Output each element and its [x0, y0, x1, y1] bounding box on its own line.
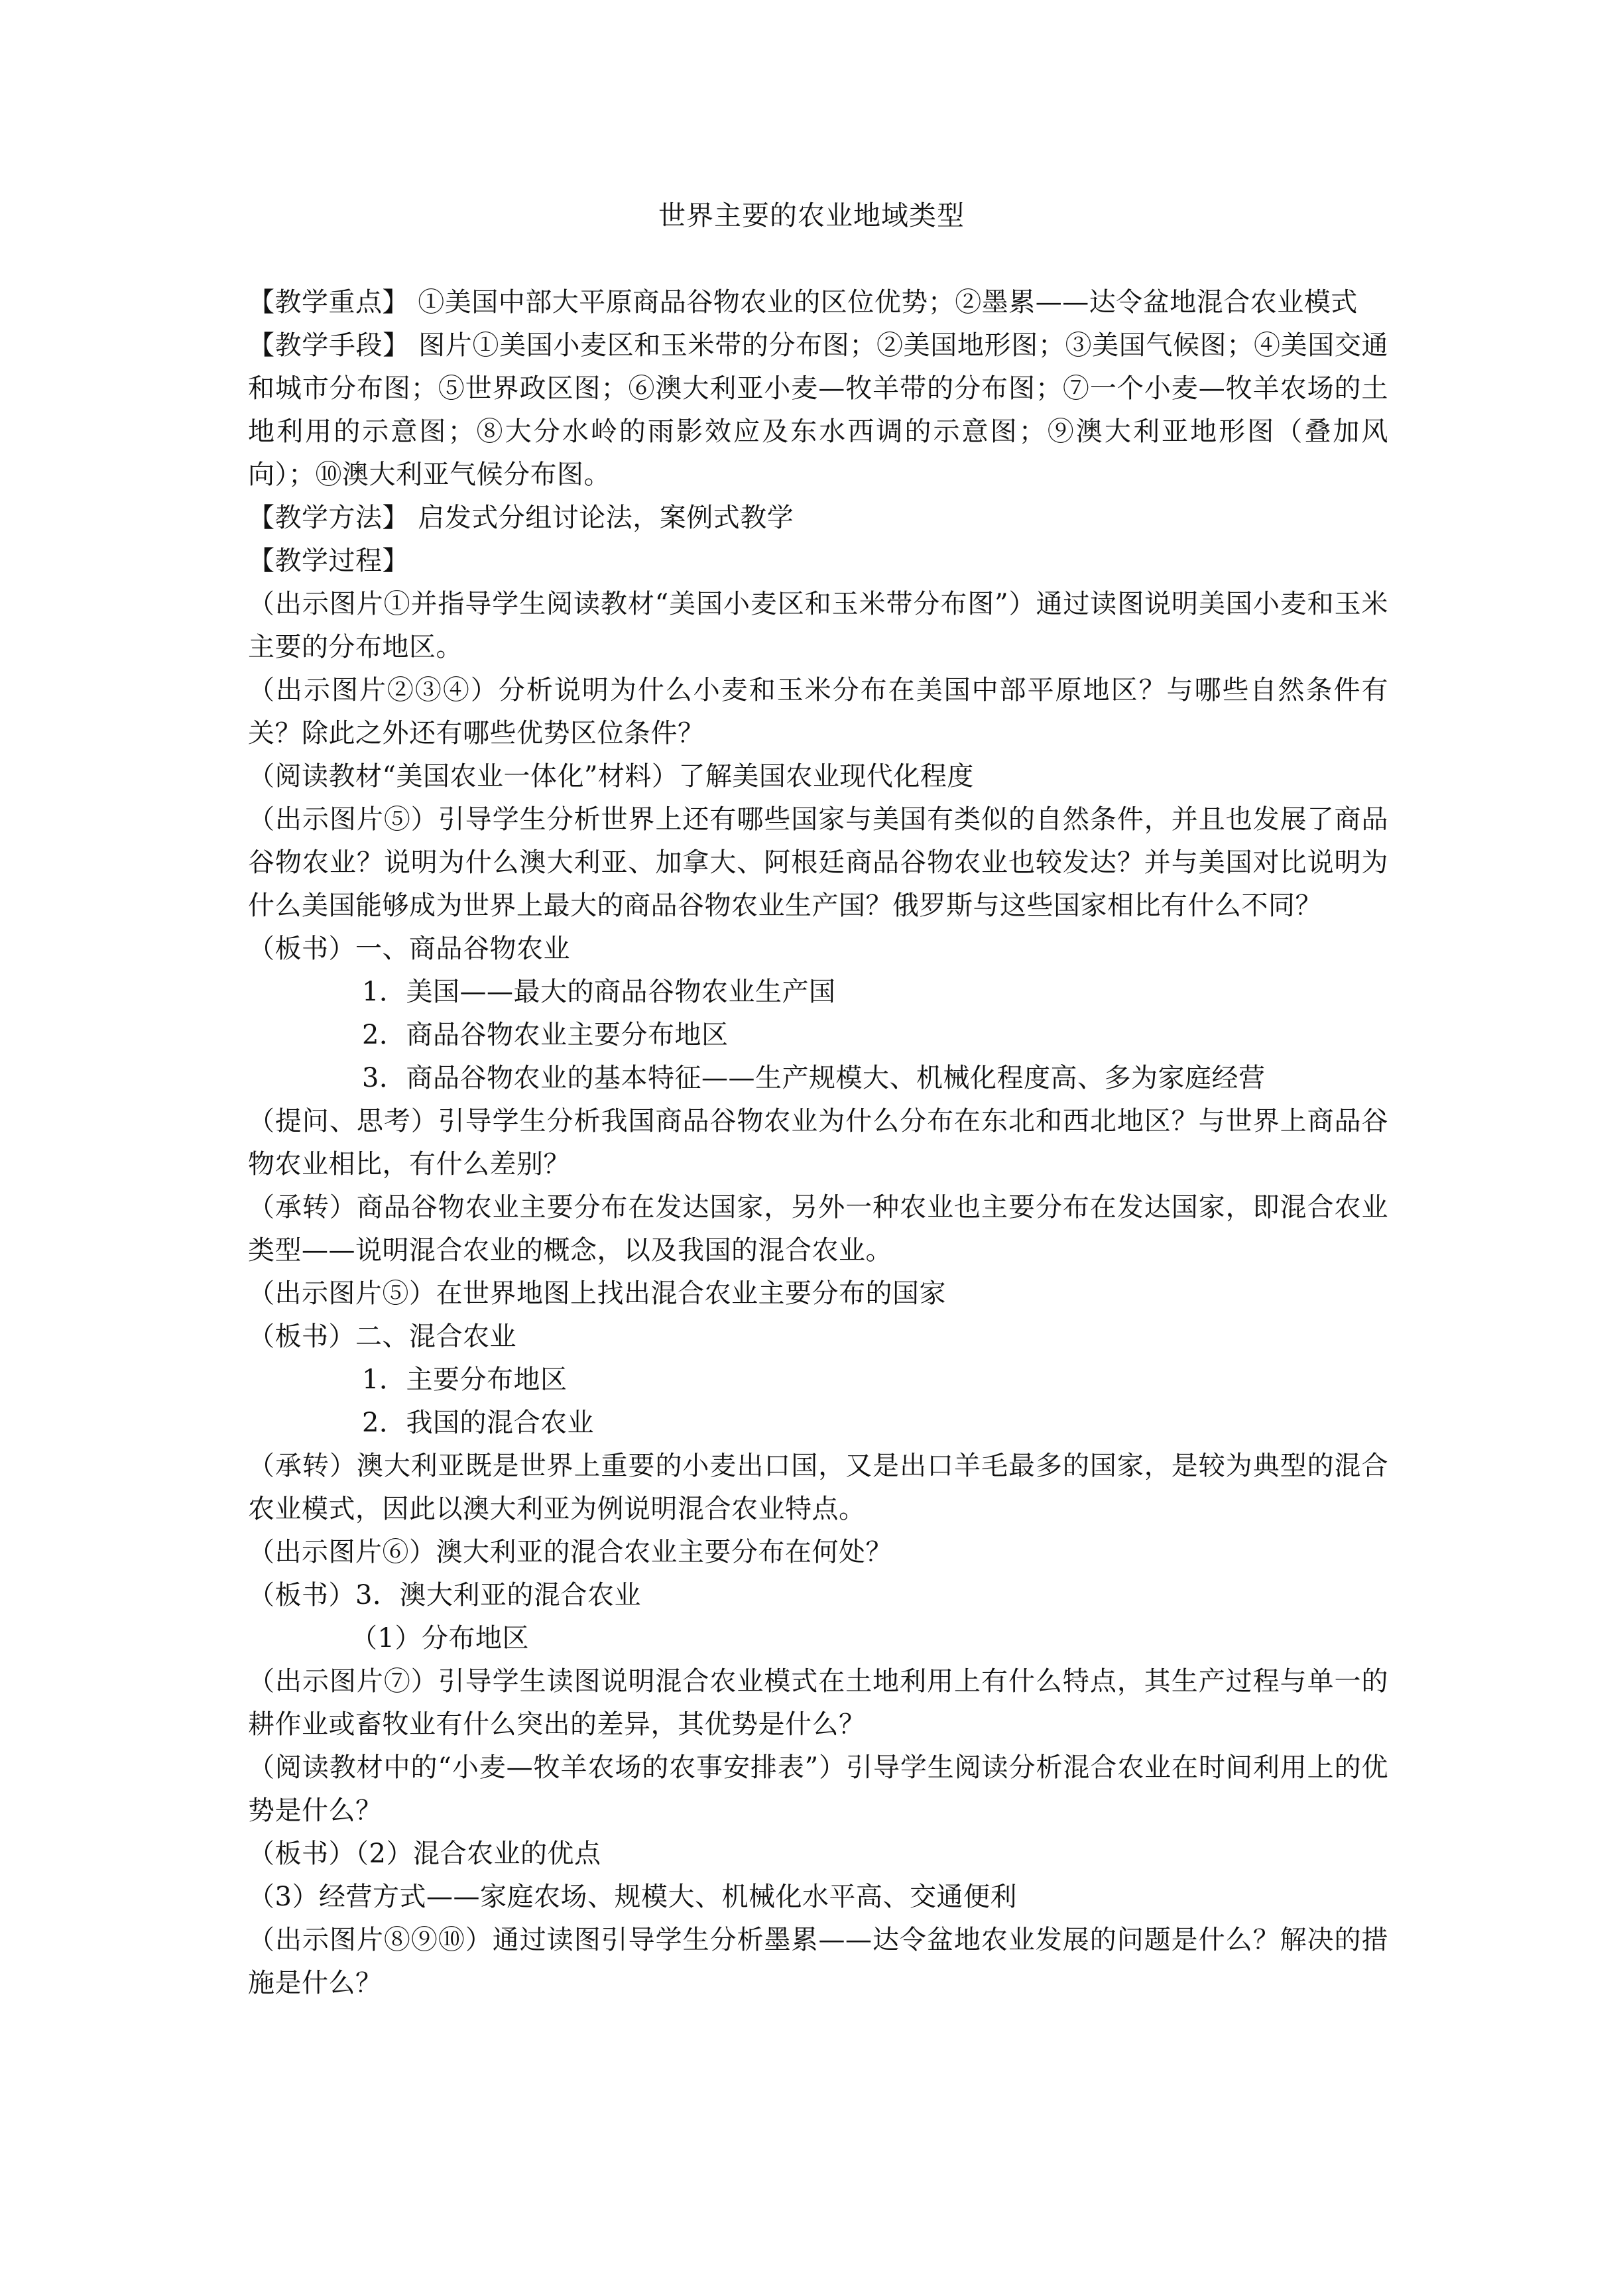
paragraph: （承转）商品谷物农业主要分布在发达国家，另外一种农业也主要分布在发达国家，即混合农业类型——说明混合农业的概念，以及我国的混合农业。	[248, 1192, 1388, 1266]
paragraph: （承转）澳大利亚既是世界上重要的小麦出口国，又是出口羊毛最多的国家，是较为典型的混合农业模式，因此以澳大利亚为例说明混合农业特点。	[248, 1451, 1388, 1524]
section-teaching-focus: 【教学重点】 ①美国中部大平原商品谷物农业的区位优势；②墨累——达令盆地混合农业模式	[248, 287, 1358, 318]
paragraph: （出示图片⑤）引导学生分析世界上还有哪些国家与美国有类似的自然条件，并且也发展了商品谷物农业？说明为什么澳大利亚、加拿大、阿根廷商品谷物农业也较发达？并与美国对比说明为什么美国能够成为世界上最大的商品谷物农业生产国？俄罗斯与这些国家相比有什么不同？	[248, 804, 1388, 921]
section-teaching-process-heading: 【教学过程】	[248, 546, 409, 576]
paragraph: （出示图片⑥）澳大利亚的混合农业主要分布在何处？	[248, 1537, 892, 1567]
board-heading: （板书）二、混合农业	[248, 1321, 516, 1352]
paragraph: （出示图片⑧⑨⑩）通过读图引导学生分析墨累——达令盆地农业发展的问题是什么？解决的措施是什么？	[248, 1925, 1388, 1998]
board-item: 1．主要分布地区	[362, 1364, 568, 1395]
board-item: 2．我国的混合农业	[362, 1408, 594, 1438]
board-item: 1．美国——最大的商品谷物农业生产国	[362, 977, 836, 1007]
board-heading: （板书）（2）混合农业的优点	[248, 1839, 601, 1869]
document-body	[248, 281, 1388, 2005]
paragraph: （出示图片⑤）在世界地图上找出混合农业主要分布的国家	[248, 1278, 946, 1309]
board-item: 3．商品谷物农业的基本特征——生产规模大、机械化程度高、多为家庭经营	[362, 1063, 1266, 1093]
board-item: （1）分布地区	[351, 1623, 529, 1654]
paragraph: （提问、思考）引导学生分析我国商品谷物农业为什么分布在东北和西北地区？与世界上商品谷物农业相比，有什么差别？	[248, 1106, 1388, 1179]
board-item: （3）经营方式——家庭农场、规模大、机械化水平高、交通便利	[248, 1882, 1017, 1912]
board-heading: （板书）一、商品谷物农业	[248, 934, 570, 964]
paragraph: （出示图片①并指导学生阅读教材“美国小麦区和玉米带分布图”）通过读图说明美国小麦和玉米主要的分布地区。	[248, 589, 1388, 662]
board-item: 2．商品谷物农业主要分布地区	[362, 1020, 729, 1050]
document-title: 世界主要的农业地域类型	[658, 200, 965, 231]
paragraph: （阅读教材“美国农业一体化”材料）了解美国农业现代化程度	[248, 761, 974, 792]
paragraph: （出示图片②③④）分析说明为什么小麦和玉米分布在美国中部平原地区？与哪些自然条件有关？除此之外还有哪些优势区位条件？	[248, 675, 1388, 749]
paragraph: （出示图片⑦）引导学生读图说明混合农业模式在土地利用上有什么特点，其生产过程与单一的耕作业或畜牧业有什么突出的差异，其优势是什么？	[248, 1666, 1388, 1740]
paragraph: （阅读教材中的“小麦—牧羊农场的农事安排表”）引导学生阅读分析混合农业在时间利用上的优势是什么？	[248, 1752, 1388, 1826]
board-heading: （板书）3．澳大利亚的混合农业	[248, 1580, 641, 1610]
section-teaching-method: 【教学方法】 启发式分组讨论法，案例式教学	[248, 503, 794, 533]
section-teaching-means: 【教学手段】 图片①美国小麦区和玉米带的分布图；②美国地形图；③美国气候图；④美国交通和城市分布图；⑤世界政区图；⑥澳大利亚小麦—牧羊带的分布图；⑦一个小麦—牧羊农场的土地利用的示意图；⑧大分水岭的雨影效应及东水西调的示意图；⑨澳大利亚地形图（叠加风向）；⑩澳大利亚气候分布图。	[248, 330, 1388, 490]
